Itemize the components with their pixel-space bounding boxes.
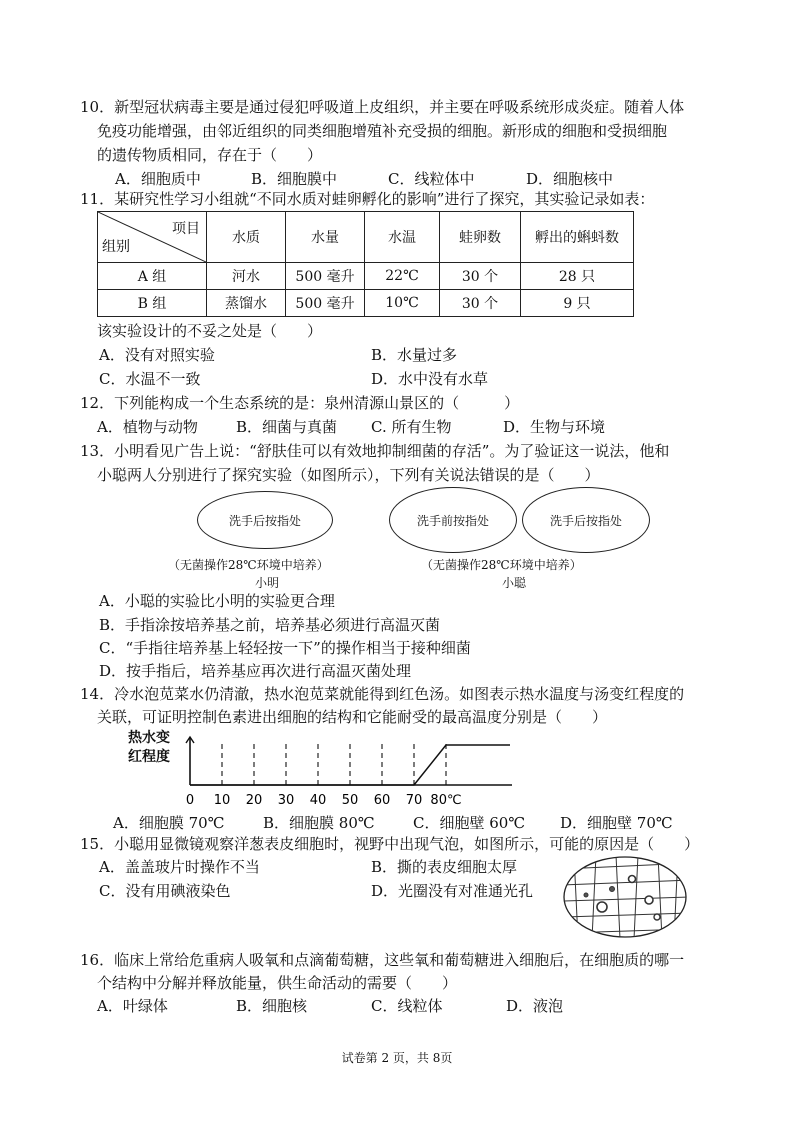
q10-stem-line2: 免疫功能增强，由邻近组织的同类细胞增殖补充受损的细胞。新形成的细胞和受损细胞 (97, 122, 668, 140)
q16-stem-line1: 16．临床上常给危重病人吸氧和点滴葡萄糖，这些氧和葡萄糖进入细胞后，在细胞质的哪一 (80, 951, 685, 969)
table-cell-group: B 组 (98, 290, 207, 317)
petri-dish-xiaocong-after (522, 487, 650, 553)
table-cell: 30 个 (440, 290, 521, 317)
x-tick-label: 40 (309, 793, 327, 808)
q12-option-a: A．植物与动物 (97, 418, 198, 436)
x-tick-label: 80℃ (430, 793, 462, 808)
q16-option-d: D．液泡 (506, 997, 564, 1015)
q11-option-a: A．没有对照实验 (99, 346, 215, 364)
x-tick-label: 50 (341, 793, 359, 808)
q11-stem: 11．某研究性学习小组就“不同水质对蛙卵孵化的影响”进行了探究，其实验记录如表： (80, 190, 655, 208)
q16-option-b: B．细胞核 (236, 997, 308, 1015)
q14-stem-line1: 14．冷水泡苋菜水仍清澈，热水泡苋菜就能得到红色汤。如图表示热水温度与汤变红程度的 (80, 685, 685, 703)
q13-stem-line2: 小聪两人分别进行了探究实验（如图所示），下列有关说法错误的是（ ） (97, 466, 600, 484)
q16-option-a: A．叶绿体 (97, 997, 168, 1015)
table-cell: 10℃ (365, 290, 440, 317)
q14-option-a: A．细胞膜 70℃ (113, 814, 225, 832)
chart-ylabel-line2: 红程度 (128, 749, 170, 765)
page-footer: 试卷第 2 页，共 8页 (341, 1051, 453, 1065)
label-xiaocong: 小聪 (502, 576, 527, 590)
table-header: 水量 (286, 212, 365, 263)
q11-question: 该实验设计的不妥之处是（ ） (97, 322, 323, 340)
chart-ylabel-line1: 热水变 (128, 730, 170, 746)
q12-option-c: C. 所有生物 (371, 418, 452, 436)
q12-stem: 12．下列能构成一个生态系统的是：泉州清源山景区的（ ） (80, 394, 520, 412)
x-tick-label: 20 (245, 793, 263, 808)
q10-option-b: B．细胞膜中 (251, 170, 338, 188)
dish-label: 洗手前按指处 (416, 513, 489, 528)
q14-option-c: C．细胞壁 60℃ (413, 814, 526, 832)
table-cell: 蒸馏水 (207, 290, 286, 317)
dish-label: 洗手后按指处 (549, 513, 622, 528)
label-xiaoming: 小明 (255, 576, 280, 590)
x-tick-label: 70 (405, 793, 423, 808)
q10-option-d: D．细胞核中 (526, 170, 614, 188)
q15-option-b: B．撕的表皮细胞太厚 (371, 858, 518, 876)
q15-option-a: A．盖盖玻片时操作不当 (99, 858, 260, 876)
temperature-chart (180, 725, 520, 810)
q14-stem-line2: 关联，可证明控制色素进出细胞的结构和它能耐受的最高温度分别是（ ） (97, 708, 608, 726)
q16-stem-line2: 个结构中分解并释放能量，供生命活动的需要（ ） (97, 974, 458, 992)
microscope-field-icon (562, 855, 688, 939)
table-corner-top: 项目 (172, 221, 200, 237)
caption-xiaoming: （无菌操作28℃环境中培养） (168, 558, 329, 572)
table-cell: 河水 (207, 263, 286, 290)
caption-xiaocong: （无菌操作28℃环境中培养） (421, 558, 582, 572)
table-corner-bottom: 组别 (102, 239, 130, 255)
q14-option-b: B．细胞膜 80℃ (263, 814, 375, 832)
table-cell: 500 毫升 (286, 290, 365, 317)
q11-option-c: C．水温不一致 (99, 370, 201, 388)
x-tick-label: 0 (185, 793, 195, 808)
table-cell: 28 只 (521, 263, 634, 290)
q15-stem: 15．小聪用显微镜观察洋葱表皮细胞时，视野中出现气泡，如图所示，可能的原因是（ ） (80, 835, 700, 853)
table-header: 水温 (365, 212, 440, 263)
table-corner-cell (98, 212, 207, 263)
table-cell: 9 只 (521, 290, 634, 317)
table-cell: 500 毫升 (286, 263, 365, 290)
table-header: 水质 (207, 212, 286, 263)
table-header: 蛙卵数 (440, 212, 521, 263)
petri-dish-xiaoming (197, 491, 333, 549)
table-cell: 30 个 (440, 263, 521, 290)
q12-option-d: D．生物与环境 (503, 418, 606, 436)
table-row (98, 263, 634, 290)
table-header: 孵出的蝌蚪数 (521, 212, 634, 263)
dish-label: 洗手后按指处 (228, 513, 301, 528)
q11-option-d: D．水中没有水草 (371, 370, 489, 388)
q16-option-c: C．线粒体 (371, 997, 443, 1015)
q15-option-c: C．没有用碘液染色 (99, 882, 231, 900)
q10-stem-line1: 10．新型冠状病毒主要是通过侵犯呼吸道上皮组织，并主要在呼吸系统形成炎症。随着人体 (80, 98, 685, 116)
q13-stem-line1: 13．小明看见广告上说：“舒肤佳可以有效地抑制细菌的存活”。为了验证这一说法，他和 (80, 442, 670, 460)
table-row (98, 290, 634, 317)
experiment-table (97, 211, 634, 317)
petri-dish-xiaocong-before (389, 487, 517, 553)
q14-option-d: D．细胞壁 70℃ (560, 814, 673, 832)
q10-option-a: A．细胞质中 (115, 170, 201, 188)
q11-option-b: B．水量过多 (371, 346, 458, 364)
q13-option-a: A．小聪的实验比小明的实验更合理 (99, 592, 335, 610)
table-cell-group: A 组 (98, 263, 207, 290)
table-cell: 22℃ (365, 263, 440, 290)
q15-option-d: D．光圈没有对准通光孔 (371, 882, 534, 900)
q12-option-b: B．细菌与真菌 (236, 418, 338, 436)
q13-option-b: B．手指涂按培养基之前，培养基必须进行高温灭菌 (99, 616, 441, 634)
x-tick-label: 10 (213, 793, 231, 808)
q13-option-d: D．按手指后，培养基应再次进行高温灭菌处理 (99, 662, 412, 680)
x-tick-label: 60 (373, 793, 391, 808)
x-tick-label: 30 (277, 793, 295, 808)
q13-option-c: C．“手指往培养基上轻轻按一下”的操作相当于接种细菌 (99, 639, 471, 657)
q10-stem-line3: 的遗传物质相同，存在于（ ） (97, 146, 323, 164)
q10-option-c: C．线粒体中 (388, 170, 475, 188)
